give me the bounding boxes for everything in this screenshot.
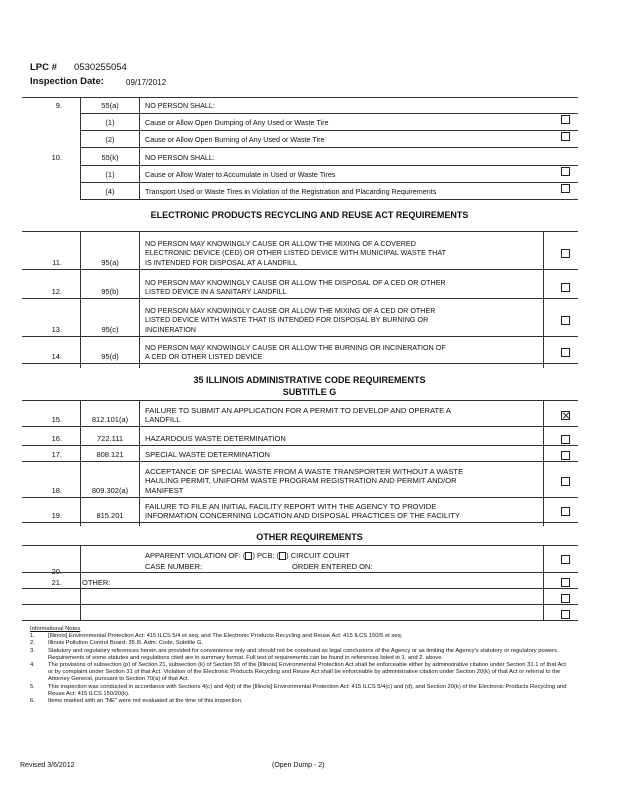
pcb-checkbox[interactable] xyxy=(245,552,252,560)
requirement-text: Cause or Allow Open Burning of Any Used or Waste Tire xyxy=(145,135,325,144)
violation-checkbox[interactable] xyxy=(561,316,570,325)
note-text: This inspection was conducted in accordance with Sections 4(c) and 4(d) of the [Illinois] Environmental Protection Act: 415 ILCS 5/4(c) and (d), and Section 20(k) of the Electronic Products Recycling and Reuse Act: 415 ILCS 150/20(k). xyxy=(48,683,567,697)
note-item xyxy=(30,648,590,662)
row-number: 14. xyxy=(51,352,62,362)
row-number: 13. xyxy=(51,324,62,334)
note-number: 5. xyxy=(30,683,35,690)
violation-checkbox[interactable] xyxy=(561,167,570,176)
row-divider xyxy=(80,182,578,183)
row-divider xyxy=(22,461,578,462)
citation: 808.121 xyxy=(96,450,124,459)
requirement-text: HAULING PERMIT, UNIFORM WASTE PROGRAM REGISTRATION AND PERMIT AND/OR xyxy=(145,476,457,486)
citation: 95(b) xyxy=(101,287,119,297)
apparent-violation: APPARENT VIOLATION OF: ( ) PCB; ( ) CIRCUIT COURT xyxy=(145,551,350,560)
requirement-text: NO PERSON MAY KNOWINGLY CAUSE OR ALLOW THE DISPOSAL OF A CED OR OTHER xyxy=(145,278,446,287)
requirement-text: SPECIAL WASTE DETERMINATION xyxy=(145,450,271,459)
lpc-label: LPC # xyxy=(30,62,57,73)
citation: 809.302(a) xyxy=(91,485,129,495)
row-divider xyxy=(22,336,578,337)
citation: (4) xyxy=(105,187,115,196)
revised-date: Revised 3/6/2012 xyxy=(20,762,75,769)
citation: (1) xyxy=(105,118,115,127)
page-marker: (Open Dump - 2) xyxy=(272,762,325,769)
violation-checkbox[interactable] xyxy=(561,451,570,460)
violation-checkbox[interactable] xyxy=(561,184,570,193)
section-iac-title: 35 ILLINOIS ADMINISTRATIVE CODE REQUIREMENTS xyxy=(193,375,426,385)
requirement-text: ELECTRONIC DEVICE (CED) OR OTHER LISTED DEVICE WITH MUNICIPAL WASTE THAT xyxy=(145,248,446,258)
citation: 815.201 xyxy=(96,511,124,521)
note-item xyxy=(30,662,590,684)
note-number: 2. xyxy=(30,640,35,647)
other-label: OTHER: xyxy=(82,578,111,587)
requirement-text: NO PERSON SHALL: xyxy=(145,153,215,162)
row-number: 19. xyxy=(51,511,62,521)
section-iac-subtitle: SUBTITLE G xyxy=(282,387,337,397)
row-divider xyxy=(22,426,578,427)
row-number: 9. xyxy=(55,101,62,110)
violation-checkbox[interactable] xyxy=(561,435,570,444)
row-number: 18. xyxy=(51,485,62,495)
row-21-checkbox-3[interactable] xyxy=(561,610,570,619)
row-divider xyxy=(80,199,578,200)
inspection-date-label: Inspection Date: xyxy=(30,76,104,87)
row-divider xyxy=(22,445,578,446)
citation: 55(k) xyxy=(101,153,119,162)
requirement-text: NO PERSON SHALL: xyxy=(145,101,215,110)
note-text: Statutory and regulatory references herein are provided for convenience only and should not be construed as legal conclusions of the Agency or as limiting the Agency's statutory or regulatory powers. Requirements of some statutes and regulations cited are in summary format. Full text of requirements can be found in references listed in 1. and 2. above. xyxy=(48,647,559,661)
violation-checkbox[interactable] xyxy=(561,477,570,486)
requirement-text: FAILURE TO SUBMIT AN APPLICATION FOR A PERMIT TO DEVELOP AND OPERATE A xyxy=(145,406,451,415)
violation-checkbox[interactable] xyxy=(561,132,570,141)
row-number: 21. xyxy=(51,578,62,587)
note-number: 3. xyxy=(30,647,35,654)
row-number: 16. xyxy=(51,434,62,443)
row-number: 10. xyxy=(51,153,62,162)
row-divider xyxy=(80,130,578,131)
row-number: 12. xyxy=(51,287,62,297)
citation: (1) xyxy=(105,170,115,179)
notes-title: Informational Notes xyxy=(30,626,81,632)
requirement-text: Cause or Allow Open Dumping of Any Used or Waste Tire xyxy=(145,118,329,127)
violation-checkbox[interactable] xyxy=(561,115,570,124)
citation: 722.111 xyxy=(97,434,123,443)
row-divider xyxy=(22,497,578,498)
note-text: The provisions of subsection (p) of Section 21, subsection (k) of Section 55 of the [Illinois] Environmental Protection Act shall be enforceable either by administrative citation under Section 31.1 of that Act or by complaint under Section 31 of that Act. Violation of the Electronic Products Recycling and Reuse Act shall be enforceable by administrative citation under Section 20(k) of that Act or referral to the Attorney General, pursuant to Section 70(a) of that Act. xyxy=(48,662,566,683)
row-divider xyxy=(22,522,578,523)
note-number: 4. xyxy=(30,662,35,669)
note-item xyxy=(30,633,590,640)
case-number-label: CASE NUMBER: xyxy=(145,562,203,571)
inspection-date-value: 09/17/2012 xyxy=(126,78,167,87)
violation-checkbox[interactable] xyxy=(561,507,570,516)
requirement-text: INFORMATION CONCERNING LOCATION AND DISPOSAL PRACTICES OF THE FACILITY xyxy=(145,511,460,521)
note-text: Items marked with an "NE" were not evaluated at the time of this inspection. xyxy=(48,698,243,705)
note-text: [Illinois] Environmental Protection Act: 415 ILCS 5/4 et seq. and The Electronic Products Recycling and Reuse Act: 415 ILCS 150/5 et seq. xyxy=(48,633,403,640)
citation: 812.101(a) xyxy=(91,415,129,425)
violation-checkbox[interactable] xyxy=(561,283,570,292)
note-number: 6. xyxy=(30,698,35,705)
row-21-checkbox-1[interactable] xyxy=(561,578,570,587)
note-item xyxy=(30,684,590,698)
row-divider xyxy=(22,269,578,270)
citation: 55(a) xyxy=(101,101,119,110)
requirement-text: A CED OR OTHER LISTED DEVICE xyxy=(145,352,263,362)
violation-checkbox[interactable] xyxy=(561,249,570,258)
row-divider xyxy=(22,363,578,364)
note-text: Illinois Pollution Control Board: 35 Ill. Adm. Code, Subtitle G. xyxy=(48,640,203,647)
lpc-number: 0530255054 xyxy=(74,62,127,73)
requirement-text: NO PERSON MAY KNOWINGLY CAUSE OR ALLOW THE BURNING OR INCINERATION OF xyxy=(145,343,446,352)
row-number: 15. xyxy=(51,415,62,425)
row-divider xyxy=(80,113,578,114)
citation: 95(c) xyxy=(101,324,119,334)
note-item xyxy=(30,640,590,647)
requirement-text: FAILURE TO FILE AN INITIAL FACILITY REPORT WITH THE AGENCY TO PROVIDE xyxy=(145,502,437,511)
requirement-text: ACCEPTANCE OF SPECIAL WASTE FROM A WASTE TRANSPORTER WITHOUT A WASTE xyxy=(145,467,464,476)
requirement-text: Transport Used or Waste Tires in Violation of the Registration and Placarding Requirements xyxy=(145,187,437,196)
violation-checkbox[interactable] xyxy=(561,411,570,420)
row-divider xyxy=(22,298,578,299)
requirement-text: INCINERATION xyxy=(145,324,196,334)
requirement-text: NO PERSON MAY KNOWINGLY CAUSE OR ALLOW THE MIXING OF A COVERED xyxy=(145,239,416,248)
citation: 95(d) xyxy=(101,352,119,362)
note-number: 1. xyxy=(30,633,35,640)
order-entered-label: ORDER ENTERED ON: xyxy=(292,562,373,571)
requirement-text: NO PERSON MAY KNOWINGLY CAUSE OR ALLOW THE MIXING OF A CED OR OTHER xyxy=(145,306,436,315)
row-number: 17. xyxy=(51,450,62,459)
section-electronic-products-title: ELECTRONIC PRODUCTS RECYCLING AND REUSE ACT REQUIREMENTS xyxy=(150,210,469,220)
row-21-checkbox-2[interactable] xyxy=(561,594,570,603)
row-divider xyxy=(80,147,578,148)
citation: 95(a) xyxy=(101,257,119,267)
citation: (2) xyxy=(105,135,115,144)
requirement-text: IS INTENDED FOR DISPOSAL AT A LANDFILL xyxy=(145,257,298,267)
requirement-text: LISTED DEVICE WITH WASTE THAT IS INTENDED FOR DISPOSAL BY BURNING OR xyxy=(145,315,429,325)
informational-notes xyxy=(30,626,590,705)
requirement-text: Cause or Allow Water to Accumulate in Used or Waste Tires xyxy=(145,170,336,179)
row-divider xyxy=(80,165,578,166)
section-other-title: OTHER REQUIREMENTS xyxy=(256,532,363,542)
row-20-checkbox[interactable] xyxy=(561,555,570,564)
requirement-text: LANDFILL xyxy=(145,415,181,425)
note-item xyxy=(30,698,590,705)
row-number: 11. xyxy=(52,257,62,267)
requirement-text: MANIFEST xyxy=(145,485,184,495)
requirement-text: LISTED DEVICE IN A SANITARY LANDFILL xyxy=(145,287,287,297)
violation-checkbox[interactable] xyxy=(561,348,570,357)
requirement-text: HAZARDOUS WASTE DETERMINATION xyxy=(145,434,286,443)
circuit-court-checkbox[interactable] xyxy=(279,552,286,560)
